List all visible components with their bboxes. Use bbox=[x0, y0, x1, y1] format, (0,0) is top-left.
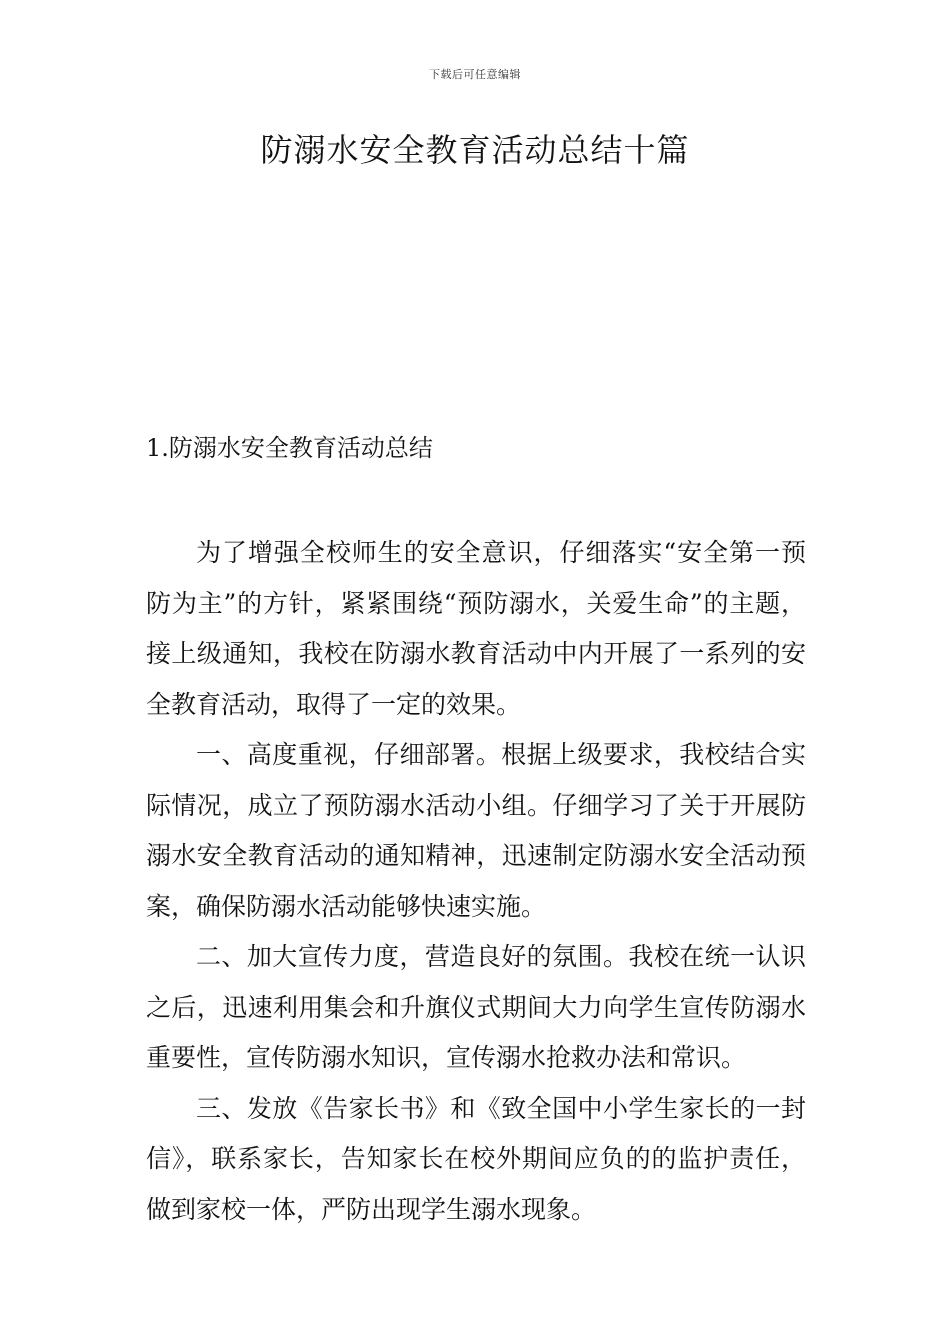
document-title: 防溺水安全教育活动总结十篇 bbox=[260, 131, 690, 169]
body-text bbox=[146, 528, 806, 1235]
paragraph-point-two: 二、加大宣传力度，营造良好的氛围。我校在统一认识之后，迅速利用集会和升旗仪式期间大力向学生宣传防溺水重要性，宣传防溺水知识，宣传溺水抢救办法和常识。 bbox=[146, 942, 806, 1072]
paragraph-intro: 为了增强全校师生的安全意识，仔细落实“安全第一预防为主”的方针，紧紧围绕“预防溺水，关爱生命”的主题，接上级通知，我校在防溺水教育活动中内开展了一系列的安全教育活动，取得了一定的效果。 bbox=[146, 538, 806, 719]
header-note: 下载后可任意编辑 bbox=[429, 68, 521, 81]
section-heading: 1.防溺水安全教育活动总结 bbox=[146, 434, 433, 462]
paragraph-point-one: 一、高度重视，仔细部署。根据上级要求，我校结合实际情况，成立了预防溺水活动小组。仔细学习了关于开展防溺水安全教育活动的通知精神，迅速制定防溺水安全活动预案，确保防溺水活动能够快速实施。 bbox=[146, 740, 806, 921]
paragraph-point-three: 三、发放《告家长书》和《致全国中小学生家长的一封信》，联系家长，告知家长在校外期间应负的的监护责任，做到家校一体，严防出现学生溺水现象。 bbox=[146, 1093, 806, 1224]
